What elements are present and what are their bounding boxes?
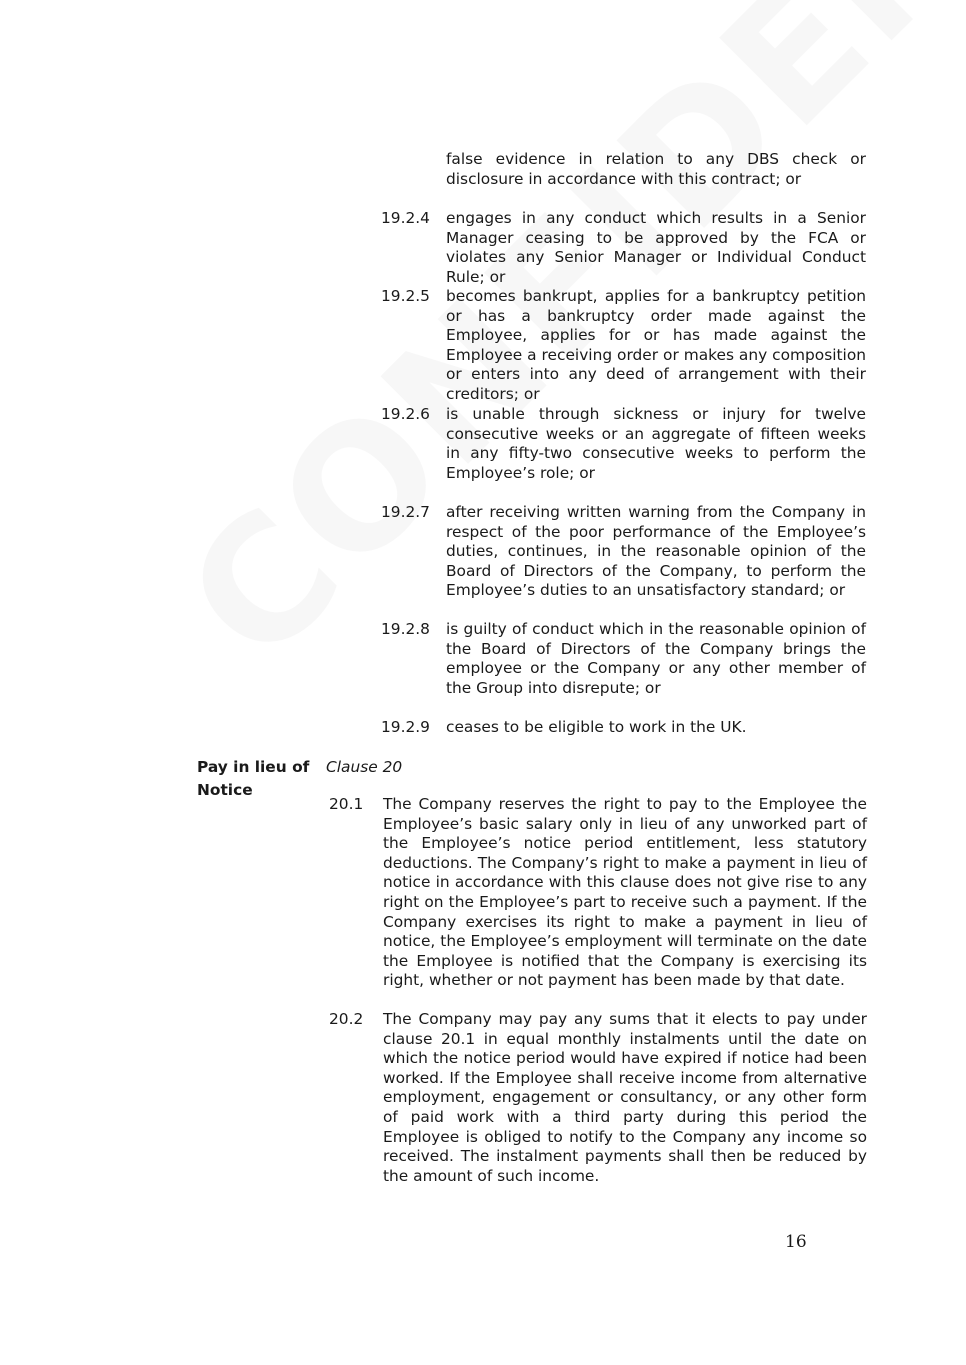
clause-19-2-6-number: 19.2.6 [381,405,430,423]
clause-19-2-9-number: 19.2.9 [381,718,430,736]
page-number: 16 [785,1232,807,1252]
clause-20-1-text: The Company reserves the right to pay to the Employee the Employee’s basic salary only in lieu of any unworked part of the Employee’s notice period entitlement, less statutory deductions. The Company’s right to make a payment in lieu of notice in accordance with this clause does not give rise to any right on the Employee’s part to receive such a payment. If the Company exercises its right to make a payment in lieu of notice, the Employee’s employment will terminate on the date the Employee is notified that the Company is exercising its right, whether or not payment has been made by that date. [383,795,867,990]
clause-19-2-7-text: after receiving written warning from the Company in respect of the poor performance of the Employee’s duties, continues, in the reasonable opinion of the Board of Directors of the Company, to perform the Employee’s duties to an unsatisfactory standard; or [446,503,866,600]
clause-20-2-text: The Company may pay any sums that it elects to pay under clause 20.1 in equal monthly instalments until the date on which the notice period would have expired if notice had been worked. If the Employee shall receive income from alternative employment, engagement or consultancy, or any other form of paid work with a third party during this period the Employee is obliged to notify to the Company any income so received. The instalment payments shall then be reduced by the amount of such income. [383,1010,867,1185]
clause-19-2-8-number: 19.2.8 [381,620,430,638]
clause-19-2-4-number: 19.2.4 [381,209,430,227]
clause-19-2-8-text: is guilty of conduct which in the reasonable opinion of the Board of Directors of the Company brings the employee or the Company or any other member of the Group into disrepute; or [446,620,866,697]
clause-20-2-number: 20.2 [329,1010,364,1028]
clause-20-reference: Clause 20 [326,758,403,776]
clause-19-2-4-text: engages in any conduct which results in a Senior Manager ceasing to be approved by the FCA or violates any Senior Manager or Individual Conduct Rule; or [446,209,866,286]
clause-20-1-number: 20.1 [329,795,364,813]
clause-19-2-5-text: becomes bankrupt, applies for a bankruptcy petition or has a bankruptcy order made against the Employee, applies for or has made against the Employee a receiving order or makes any composition or enters into any deed of arrangement with their creditors; or [446,287,866,403]
clause-19-2-9-text: ceases to be eligible to work in the UK. [446,718,747,736]
clause-19-2-3-continuation: false evidence in relation to any DBS check or disclosure in accordance with this contract; or [446,150,866,188]
clause-19-2-6-text: is unable through sickness or injury for twelve consecutive weeks or an aggregate of fifteen weeks in any fifty-two consecutive weeks to perform the Employee’s role; or [446,405,866,482]
clause-19-2-7-number: 19.2.7 [381,503,430,521]
side-heading-pay-in-lieu-of-notice: Pay in lieu of Notice [197,758,310,799]
clause-19-2-5-number: 19.2.5 [381,287,430,305]
